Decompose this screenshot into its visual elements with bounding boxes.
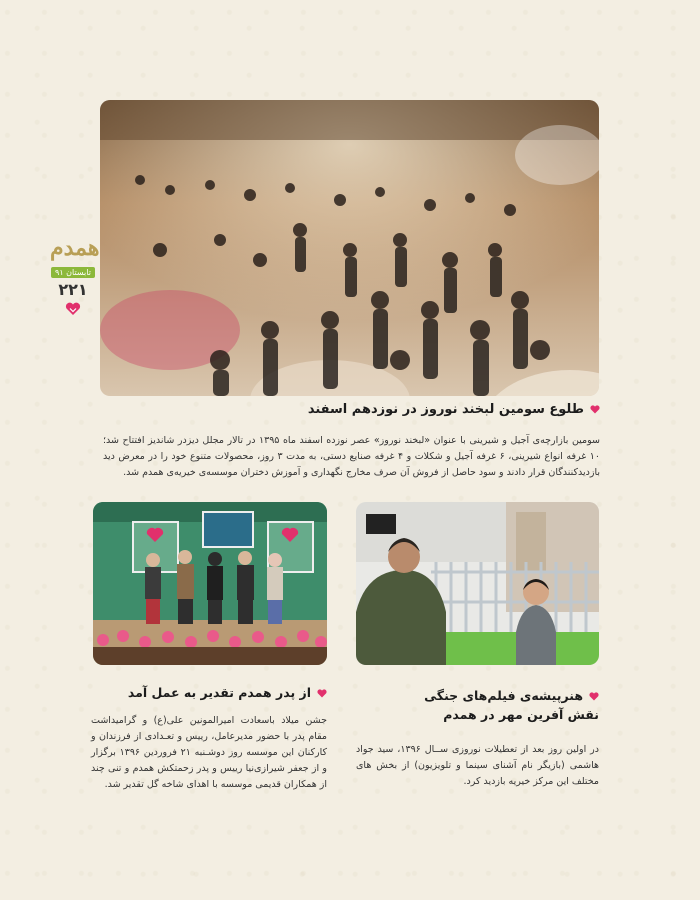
article-body-actor-visit: در اولین روز بعد از تعطیلات نوروزی ســال ۱۳۹۶، سید جواد هاشمی (بازیگر نام آشنای سینما و تلویزیون) از بخش های مختلف این مرکز خیریه بازدید کرد. [356,744,599,787]
magazine-folio [50,235,100,320]
article-body-bazaar: سومین بازارچه‌ی آجیل و شیرینی با عنوان «لبخند نوروز» عصر نوزده اسفند ماه ۱۳۹۵ در تالار مجلل دیزدر شاندیز افتتاح شد؛ ۱۰ غرفه انواع شیرینی، ۶ غرفه آجیل و شکلات و ۴ غرفه صنایع دستی، به مدت ۳ روز، محصولات متنوع خود را در معرض دید بازدیدکنندگان قرار دادند و سود حاصل از فروش آن صرف مخارج نگهداری و آموزش دختران موسسه‌ی خیریه‌ی همدم شد. [103,435,600,478]
heart-bullet-icon [317,689,327,698]
article-body-father-day: جشن میلاد باسعادت امیرالمونین علی(ع) و گرامیداشت مقام پدر با حضور مدیرعامل، رییس و تعـدادی از فرزندان و کارکنان این موسسه روز دوشـنبه ۲۱ فروردین ۱۳۹۶ برگزار و از جعفر شیرازی‌نیا رییس و پدر زحمتکش همدم و تنی چند از همکاران قدیمی موسسه با اهدای شاخه گل تقدیر شد. [91,715,327,790]
heading-text: طلوع سومین لبخند نوروز در نوزدهم اسفند [307,402,584,417]
actor-visit-photo [356,502,599,665]
heading-text: از پدر همدم تقدیر به عمل آمد [127,685,311,700]
heart-bullet-icon [590,405,600,414]
heading-line-1 [359,686,599,705]
heading-line-2: نقش آفرین مهر در همدم [443,707,599,722]
father-day-ceremony-photo [93,502,327,665]
article-heading-father-day [87,685,327,700]
page-number: ۲۲۱ [58,280,88,299]
heading-text: هنرپیشه‌ی فیلم‌های جنگی [424,688,583,703]
heart-bullet-icon [589,692,599,701]
heart-logo-icon [65,302,81,316]
magazine-logo: همدم [50,235,100,261]
issue-season-badge: تابستان ۹۱ [51,267,95,278]
article-heading-bazaar [120,402,600,417]
article-heading-actor-visit [359,686,599,724]
bazaar-crowd-photo [100,100,599,396]
